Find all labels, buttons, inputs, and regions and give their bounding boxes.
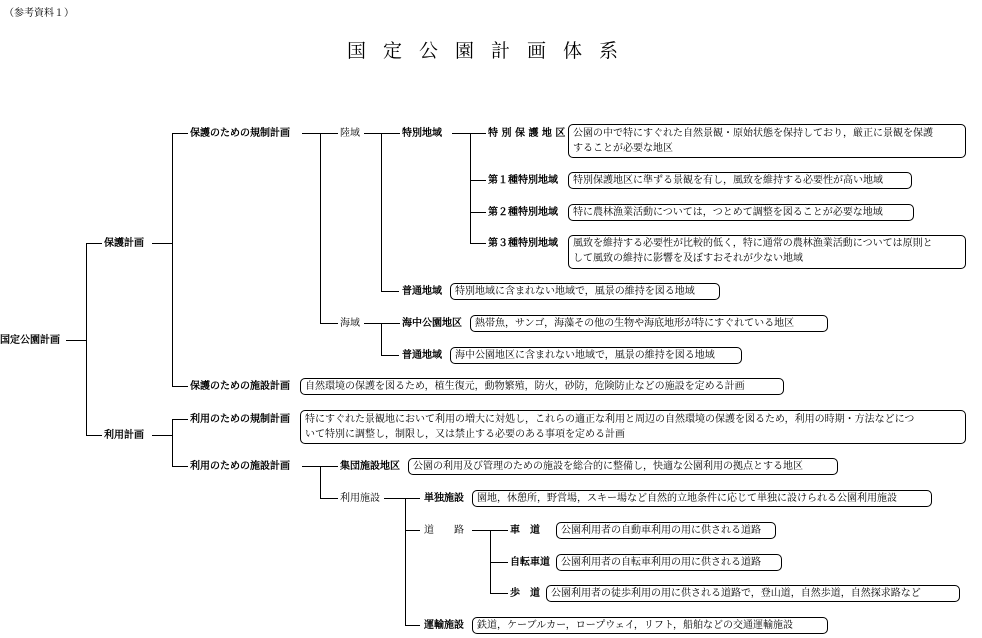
node-riyo-shisetsu: 利用のための施設計画	[190, 461, 290, 472]
node-dai3: 第３種特別地域	[488, 238, 558, 249]
node-kaiiki: 海域	[340, 318, 360, 329]
node-tokubetsu-hogo: 特 別 保 護 地 区	[488, 128, 566, 139]
desc-futsu-land-text: 特別地域に含まれない地域で，風景の維持を図る地域	[455, 286, 695, 297]
node-shudan: 集団施設地区	[340, 461, 400, 472]
node-root: 国定公園計画	[0, 335, 60, 346]
node-tokubetsu-chiiki: 特別地域	[402, 128, 442, 139]
node-hogo-shisetsu: 保護のための施設計画	[190, 381, 290, 392]
desc-dai3-line1: 風致を維持する必要性が比較的低く，特に通常の農林漁業活動については原則と	[573, 238, 933, 249]
node-rikuiki: 陸域	[340, 128, 360, 139]
reference-label: （参考資料１）	[4, 8, 74, 19]
node-futsu-chiiki-land: 普通地域	[402, 286, 442, 297]
desc-shado-text: 公園利用者の自動車利用の用に供される道路	[561, 525, 761, 536]
desc-dai3-line2: して風致の維持に影響を及ぼすおそれが少ない地域	[573, 253, 803, 264]
node-dai2: 第２種特別地域	[488, 207, 558, 218]
node-kaichu: 海中公園地区	[402, 318, 462, 329]
desc-dai2-text: 特に農林漁業活動については，つとめて調整を図ることが必要な地域	[573, 207, 883, 218]
desc-riyo-kisei-line1: 特にすぐれた景観地において利用の増大に対処し，これらの適正な利用と周辺の自然環境の保護を図るため，利用の時期・方法などにつ	[305, 414, 915, 425]
desc-riyo-kisei-line2: いて特別に調整し，制限し，又は禁止する必要のある事項を定める計画	[305, 429, 625, 440]
desc-futsu-sea-text: 海中公園地区に含まれない地域で，風景の維持を図る地域	[455, 350, 715, 361]
node-futsu-chiiki-sea: 普通地域	[402, 350, 442, 361]
node-shado: 車 道	[510, 525, 540, 536]
desc-shudan-text: 公園の利用及び管理のための施設を総合的に整備し，快適な公園利用の拠点とする地区	[413, 461, 803, 472]
page-title: 国定公園計画体系	[346, 40, 635, 62]
node-doro: 道 路	[424, 525, 464, 536]
node-riyo-shisetsu-sub: 利用施設	[340, 493, 380, 504]
desc-unyu-text: 鉄道，ケーブルカー，ロープウェイ，リフト，船舶などの交通運輸施設	[477, 620, 793, 631]
node-riyo-kisei: 利用のための規制計画	[190, 414, 290, 425]
desc-tandoku-text: 園地，休憩所，野営場，スキー場など自然的立地条件に応じて単独に設けられる公園利用施設	[477, 493, 897, 504]
desc-dai1-text: 特別保護地区に準ずる景観を有し，風致を維持する必要性が高い地域	[573, 175, 883, 186]
node-unyu: 運輸施設	[424, 620, 464, 631]
node-hodo: 歩 道	[510, 588, 540, 599]
desc-kaichu-text: 熱帯魚，サンゴ，海藻その他の生物や海底地形が特にすぐれている地区	[475, 318, 795, 329]
desc-tokubetsu-hogo-line1: 公園の中で特にすぐれた自然景観・原始状態を保持しており，厳正に景観を保護	[573, 128, 933, 139]
node-dai1: 第１種特別地域	[488, 175, 558, 186]
node-jitensha: 自転車道	[510, 557, 550, 568]
desc-hodo-text: 公園利用者の徒歩利用の用に供される道路で，登山道，自然歩道，自然探求路など	[551, 588, 921, 599]
desc-hogo-shisetsu-text: 自然環境の保護を図るため，植生復元，動物繁殖，防火，砂防，危険防止などの施設を定める計画	[305, 381, 745, 392]
desc-tokubetsu-hogo-line2: することが必要な地区	[573, 143, 673, 154]
node-riyo-keikaku: 利用計画	[104, 430, 144, 441]
node-hogo-kisei: 保護のための規制計画	[190, 128, 290, 139]
desc-jitensha-text: 公園利用者の自転車利用の用に供される道路	[561, 557, 761, 568]
node-tandoku: 単独施設	[424, 493, 464, 504]
node-hogo-keikaku: 保護計画	[104, 238, 144, 249]
